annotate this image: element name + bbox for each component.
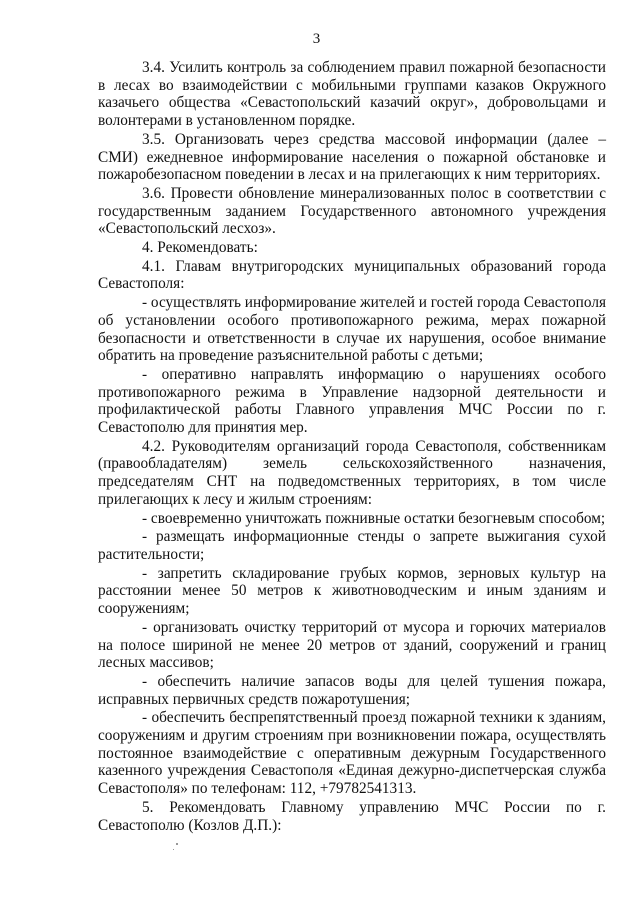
paragraph-3-4: 3.4. Усилить контроль за соблюдением правил пожарной безопасности в лесах во взаимодействии с мобильными группами казаков Окружного казачьего общества «Севастопольский казачий округ», добровольцами и волонтерами в установленном порядке.: [98, 59, 606, 130]
document-body: [98, 59, 606, 834]
list-item: - своевременно уничтожать пожнивные остатки безогневым способом;: [142, 509, 606, 527]
list-item: - осуществлять информирование жителей и гостей города Севастополя об установлении особого противопожарного режима, мерах пожарной безопасности и ответственности в случае их нарушения, особое внимание обратить на проведение разъяснительной работы с детьми;: [98, 294, 606, 365]
list-item: - размещать информационные стенды о запрете выжигания сухой растительности;: [98, 528, 606, 563]
scan-speck: [173, 849, 174, 850]
list-item: - обеспечить наличие запасов воды для целей тушения пожара, исправных первичных средств пожаротушения;: [98, 672, 606, 708]
page-number: 3: [312, 31, 321, 47]
paragraph-3-6: 3.6. Провести обновление минерализованных полос в соответствии с государственным заданием Государственного автономного учреждения «Севастопольский лесхоз».: [98, 184, 606, 238]
scan-speck: [176, 843, 178, 845]
list-item: - организовать очистку территорий от мусора и горючих материалов на полосе шириной не менее 20 метров от зданий, сооружений и границ лесных массивов;: [98, 618, 606, 672]
paragraph-3-5: 3.5. Организовать через средства массовой информации (далее – СМИ) ежедневное информирование населения о пожарной обстановке и пожаробезопасном поведении в лесах и на прилегающих к ним территориях.: [98, 130, 606, 184]
list-item: - обеспечить беспрепятственный проезд пожарной техники к зданиям, сооружениям и другим строениям при возникновении пожара, осуществлять постоянное взаимодействие с оперативным дежурным Государственного казенного учреждения Севастополя «Единая дежурно-диспетчерская служба Севастополя» по телефонам: 112, +79782541313.: [98, 709, 606, 798]
paragraph-4: 4. Рекомендовать:: [142, 239, 258, 257]
paragraph-5: 5. Рекомендовать Главному управлению МЧС России по г. Севастополю (Козлов Д.П.):: [98, 798, 606, 834]
paragraph-4-2: 4.2. Руководителям организаций города Севастополя, собственникам (правообладателям) земель сельскохозяйственного назначения, председателям СНТ на подведомственных территориях, в том числе прилегающих к лесу и жилым строениям:: [98, 437, 606, 508]
list-item: - оперативно направлять информацию о нарушениях особого противопожарного режима в Управление надзорной деятельности и профилактической работы Главного управления МЧС России по г. Севастополю для принятия мер.: [98, 365, 606, 437]
paragraph-4-1: 4.1. Главам внутригородских муниципальных образований города Севастополя:: [98, 257, 606, 293]
list-item: - запретить складирование грубых кормов, зерновых культур на расстоянии менее 50 метров к животноводческим и иным зданиям и сооружениям;: [98, 564, 606, 618]
